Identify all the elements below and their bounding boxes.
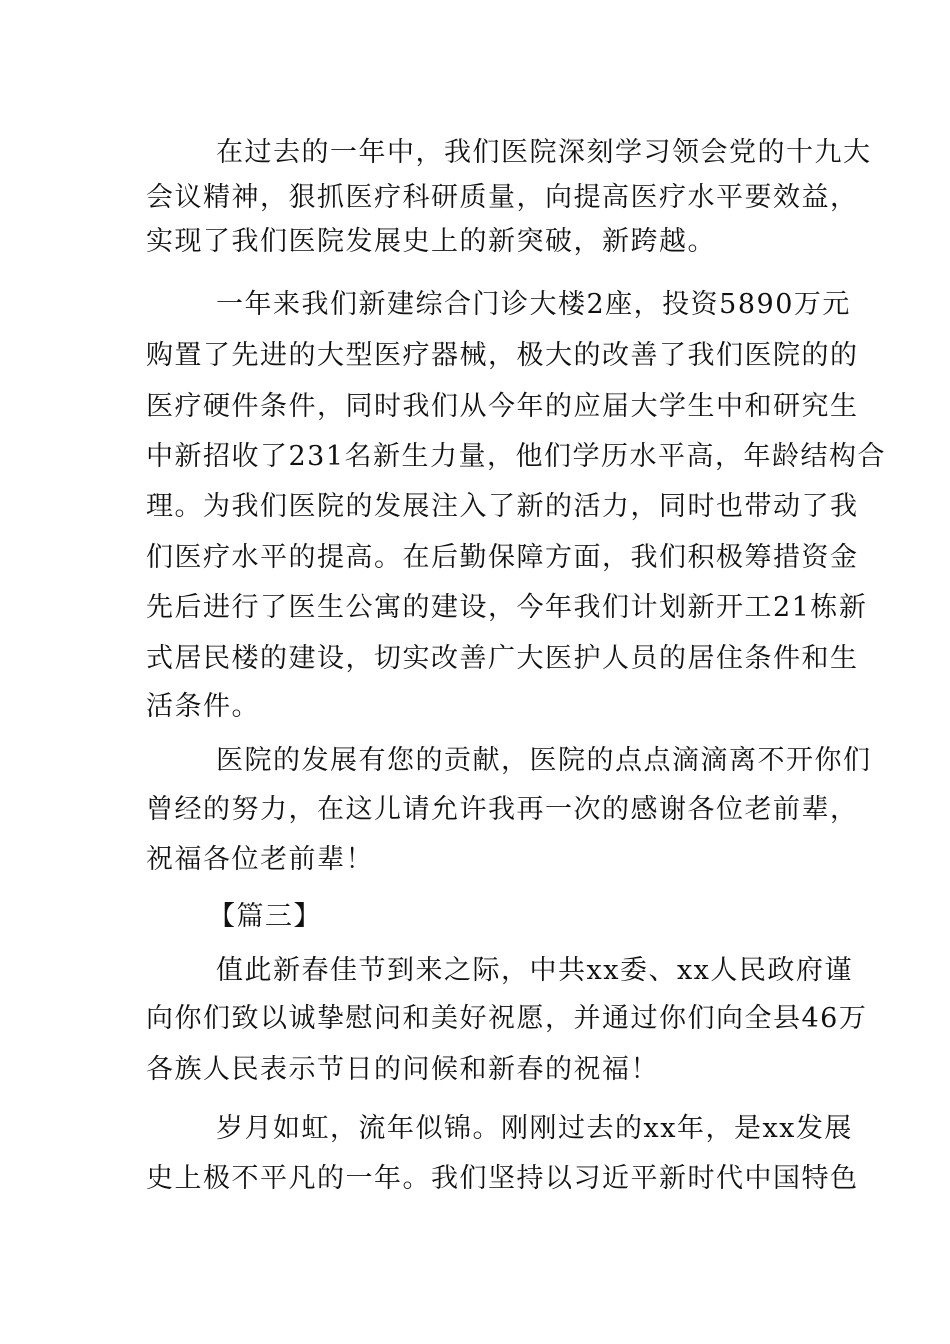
text-line: 在过去的一年中，我们医院深刻学习领会党的十九大 <box>216 137 872 168</box>
text-line: 中新招收了231名新生力量，他们学历水平高，年龄结构合 <box>146 441 887 472</box>
text-line: 实现了我们医院发展史上的新突破，新跨越。 <box>146 226 716 257</box>
text-line: 岁月如虹，流年似锦。刚刚过去的xx年，是xx发展 <box>216 1113 853 1144</box>
text-line: 们医疗水平的提高。在后勤保障方面，我们积极筹措资金 <box>146 542 859 573</box>
section-heading-text: 【篇三】 <box>208 901 322 932</box>
text-line: 医疗硬件条件，同时我们从今年的应届大学生中和研究生 <box>146 391 859 422</box>
text-line: 先后进行了医生公寓的建设，今年我们计划新开工21栋新 <box>146 592 868 623</box>
text-line: 曾经的努力，在这儿请允许我再一次的感谢各位老前辈， <box>146 794 859 825</box>
text-line: 史上极不平凡的一年。我们坚持以习近平新时代中国特色 <box>146 1163 859 1194</box>
text-line: 向你们致以诚挚慰问和美好祝愿，并通过你们向全县46万 <box>146 1003 868 1034</box>
text-line: 活条件。 <box>146 691 260 722</box>
text-line: 值此新春佳节到来之际，中共xx委、xx人民政府谨 <box>216 955 853 986</box>
text-line: 理。为我们医院的发展注入了新的活力，同时也带动了我 <box>146 491 859 522</box>
text-line: 各族人民表示节日的问候和新春的祝福！ <box>146 1054 659 1085</box>
text-line: 购置了先进的大型医疗器械，极大的改善了我们医院的的 <box>146 340 859 371</box>
text-line: 医院的发展有您的贡献，医院的点点滴滴离不开你们 <box>216 745 872 776</box>
text-line: 一年来我们新建综合门诊大楼2座，投资5890万元 <box>216 289 851 320</box>
text-line: 式居民楼的建设，切实改善广大医护人员的居住条件和生 <box>146 643 859 674</box>
text-line: 会议精神，狠抓医疗科研质量，向提高医疗水平要效益， <box>146 182 859 213</box>
text-line: 祝福各位老前辈！ <box>146 844 374 875</box>
